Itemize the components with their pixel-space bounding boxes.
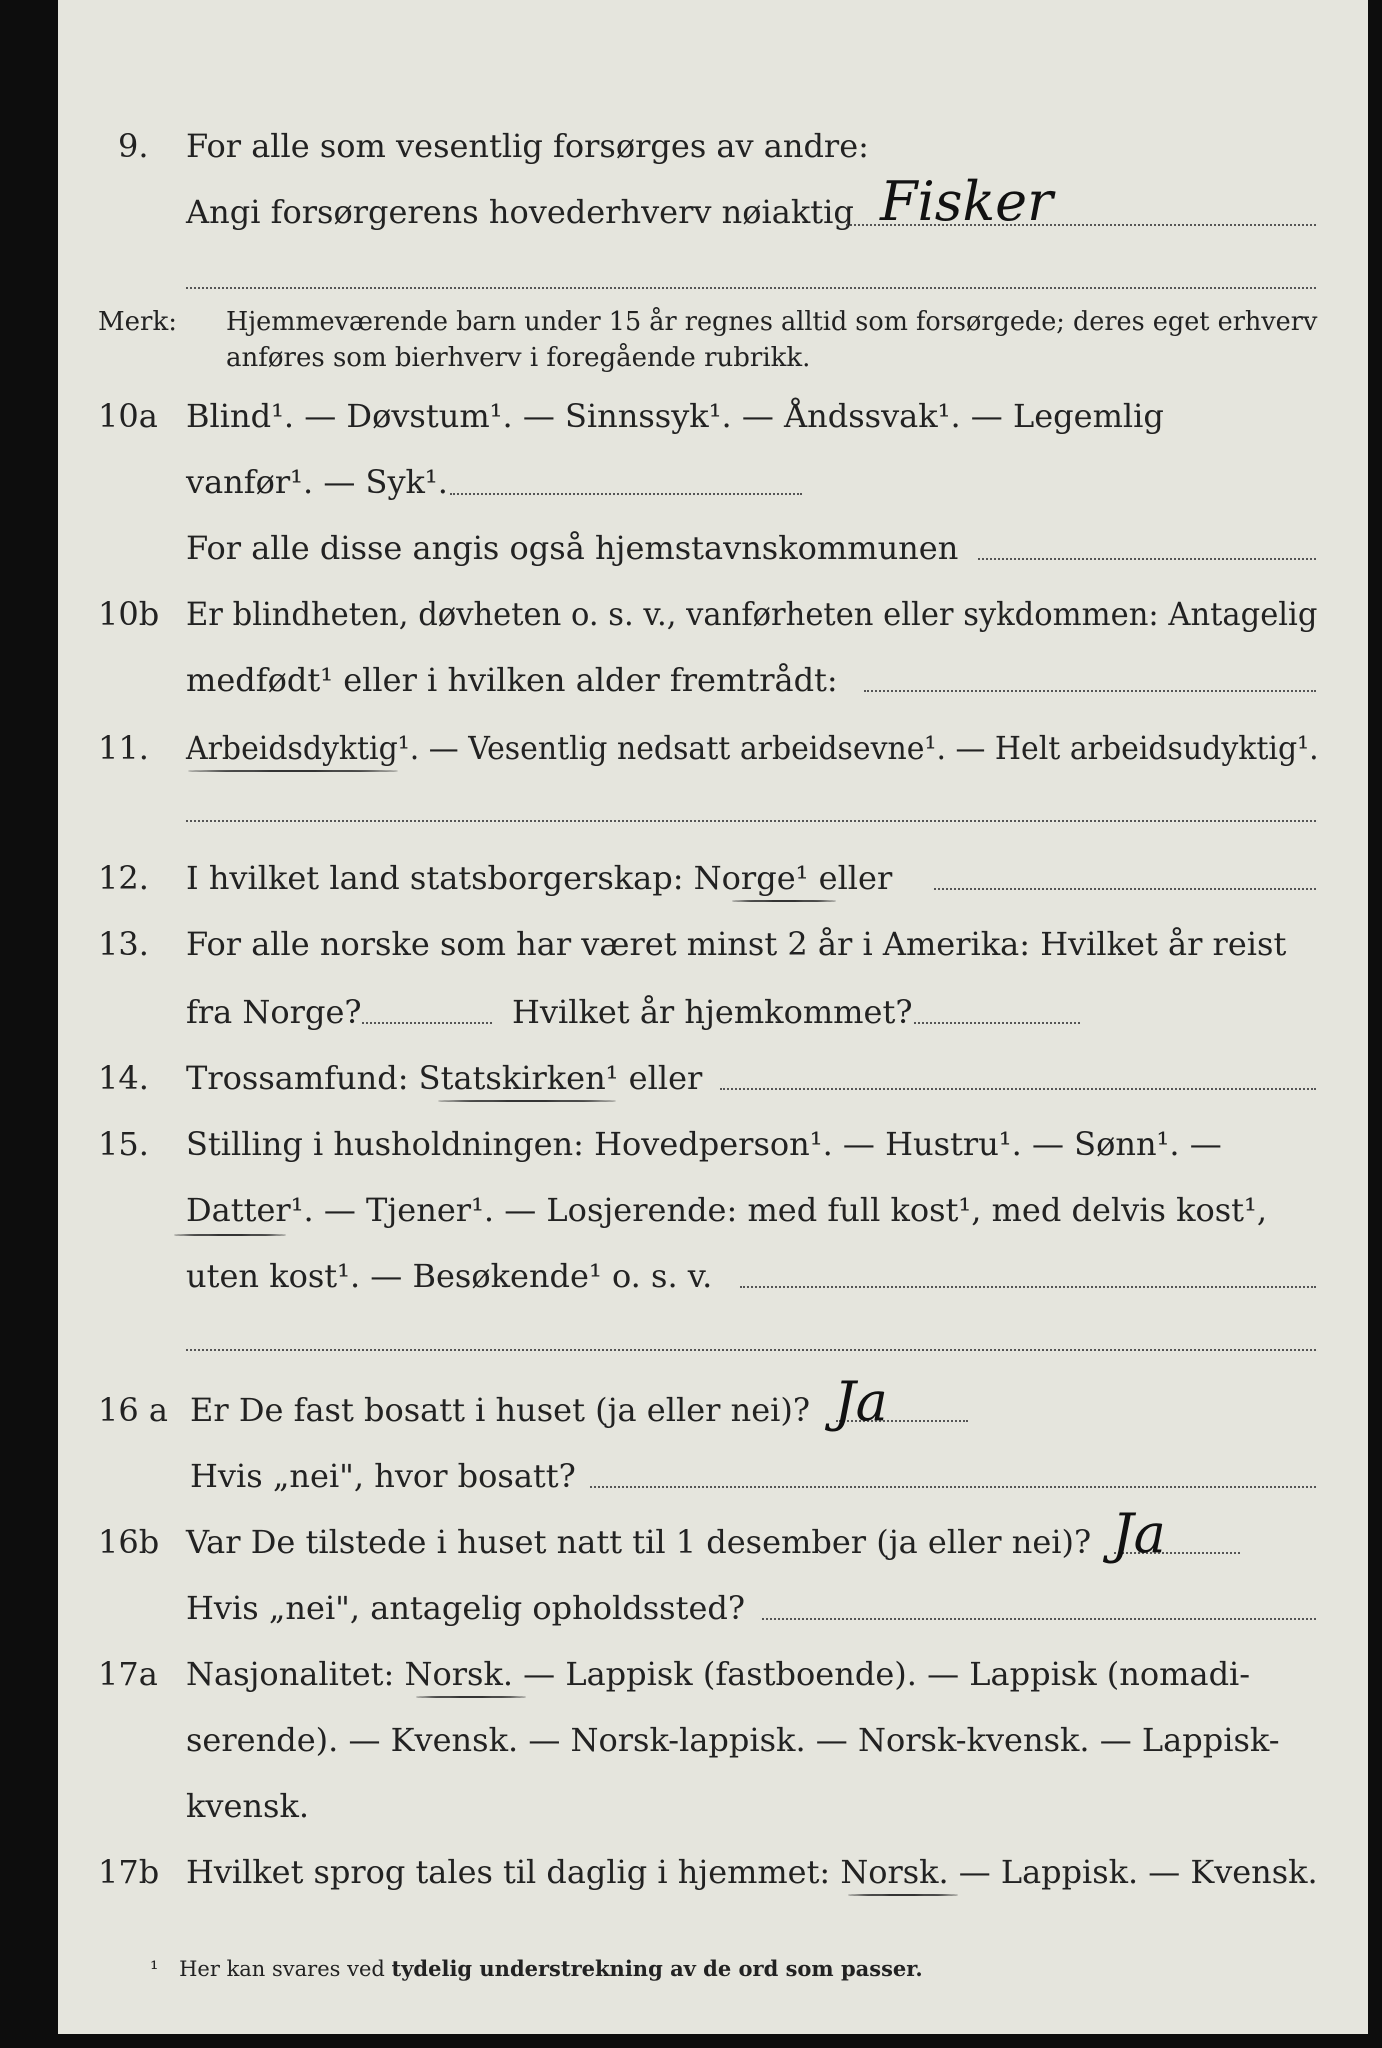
q17a-line1: Nasjonalitet: Norsk. — Lappisk (fastboende). — Lappisk (nomadi- — [186, 1655, 1251, 1693]
q10a-line1: Blind¹. — Døvstum¹. — Sinnssyk¹. — Åndssvak¹. — Legemlig — [186, 397, 1164, 435]
q14-underline-statskirken — [438, 1100, 616, 1102]
q11-extra-field[interactable] — [186, 820, 1316, 822]
q16a-handwritten-answer: Ja — [834, 1370, 888, 1433]
q13-reist-field[interactable] — [362, 1022, 492, 1024]
q16b-handwritten-answer: Ja — [1112, 1502, 1166, 1565]
footnote-bold-text: tydelig understrekning av de ord som passer. — [391, 1956, 923, 1981]
q13-hjemkommet-field[interactable] — [914, 1022, 1080, 1024]
q17a-line3: kvensk. — [186, 1787, 309, 1825]
q16b-opholdssted-field[interactable] — [762, 1618, 1316, 1620]
q17a-line2: serende). — Kvensk. — Norsk-lappisk. — Norsk-kvensk. — Lappisk- — [186, 1721, 1280, 1759]
q13-line1: For alle norske som har været minst 2 år i Amerika: Hvilket år reist — [186, 925, 1287, 963]
q9-line2: Angi forsørgerens hovederhverv nøiaktig — [186, 193, 854, 231]
q15-line1: Stilling i husholdningen: Hovedperson¹. — Hustru¹. — Sønn¹. — — [186, 1125, 1222, 1163]
q15-line2: Datter¹. — Tjener¹. — Losjerende: med full kost¹, med delvis kost¹, — [186, 1191, 1268, 1229]
footnote-mark: ¹ — [150, 1957, 159, 1981]
q15-number: 15. — [98, 1125, 149, 1163]
q12-number: 12. — [98, 859, 149, 897]
q16b-number: 16b — [98, 1523, 160, 1561]
q15-underline-datter — [174, 1234, 286, 1236]
q9-number: 9. — [118, 127, 149, 165]
q10b-alder-field[interactable] — [864, 690, 1316, 692]
q17a-underline-norsk — [416, 1696, 526, 1698]
q12-line1: I hvilket land statsborgerskap: Norge¹ eller — [186, 859, 893, 897]
q12-underline-norge — [732, 900, 836, 902]
q16b-line1: Var De tilstede i huset natt til 1 desember (ja eller nei)? — [186, 1523, 1092, 1561]
footnote — [150, 1956, 923, 1981]
q10a-syk-field[interactable] — [450, 493, 802, 495]
q10a-number: 10a — [98, 397, 158, 435]
footnote-text: Her kan svares ved — [179, 1957, 385, 1981]
q10b-line2: medfødt¹ eller i hvilken alder fremtrådt: — [186, 661, 838, 699]
q10b-line1: Er blindheten, døvheten o. s. v., vanførheten eller sykdommen: Antagelig — [186, 595, 1318, 633]
q14-line1: Trossamfund: Statskirken¹ eller — [186, 1059, 703, 1097]
q14-trossamfund-field[interactable] — [720, 1088, 1316, 1090]
q16a-bosatt-field[interactable] — [590, 1486, 1316, 1488]
q9-extra-field[interactable] — [186, 287, 1316, 289]
q10a-line3: For alle disse angis også hjemstavnskommunen — [186, 529, 959, 567]
q17b-line1: Hvilket sprog tales til daglig i hjemmet: Norsk. — Lappisk. — Kvensk. — [186, 1853, 1318, 1891]
q11-line1: Arbeidsdyktig¹. — Vesentlig nedsatt arbeidsevne¹. — Helt arbeidsudyktig¹. — [186, 729, 1319, 767]
q15-extra-field[interactable] — [186, 1349, 1316, 1351]
q9-handwritten-answer: Fisker — [880, 170, 1053, 233]
q17b-number: 17b — [98, 1853, 160, 1891]
q14-number: 14. — [98, 1059, 149, 1097]
merk-line2: anføres som bierhverv i foregående rubrikk. — [226, 343, 811, 373]
q13-line2b: Hvilket år hjemkommet? — [512, 993, 913, 1031]
q16a-number: 16 a — [98, 1391, 168, 1429]
q16a-line1: Er De fast bosatt i huset (ja eller nei)? — [190, 1391, 811, 1429]
q11-number: 11. — [98, 729, 149, 767]
q15-stilling-field[interactable] — [740, 1286, 1316, 1288]
q11-underline-arbeidsdyktig — [188, 770, 398, 772]
merk-line1: Hjemmeværende barn under 15 år regnes alltid som forsørgede; deres eget erhverv — [226, 307, 1318, 337]
q10b-number: 10b — [98, 595, 160, 633]
q17b-underline-norsk — [848, 1894, 958, 1896]
q10a-hjemstavn-field[interactable] — [978, 558, 1316, 560]
q9-line1: For alle som vesentlig forsørges av andre: — [186, 127, 869, 165]
q13-line2a: fra Norge? — [186, 993, 362, 1031]
q10a-line2: vanfør¹. — Syk¹. — [186, 463, 448, 501]
q17a-number: 17a — [98, 1655, 158, 1693]
q12-land-field[interactable] — [934, 888, 1316, 890]
q16a-line2: Hvis „nei", hvor bosatt? — [190, 1457, 576, 1495]
q13-number: 13. — [98, 925, 149, 963]
merk-label: Merk: — [98, 307, 177, 337]
q16b-line2: Hvis „nei", antagelig opholdssted? — [186, 1589, 746, 1627]
q15-line3: uten kost¹. — Besøkende¹ o. s. v. — [186, 1257, 713, 1295]
